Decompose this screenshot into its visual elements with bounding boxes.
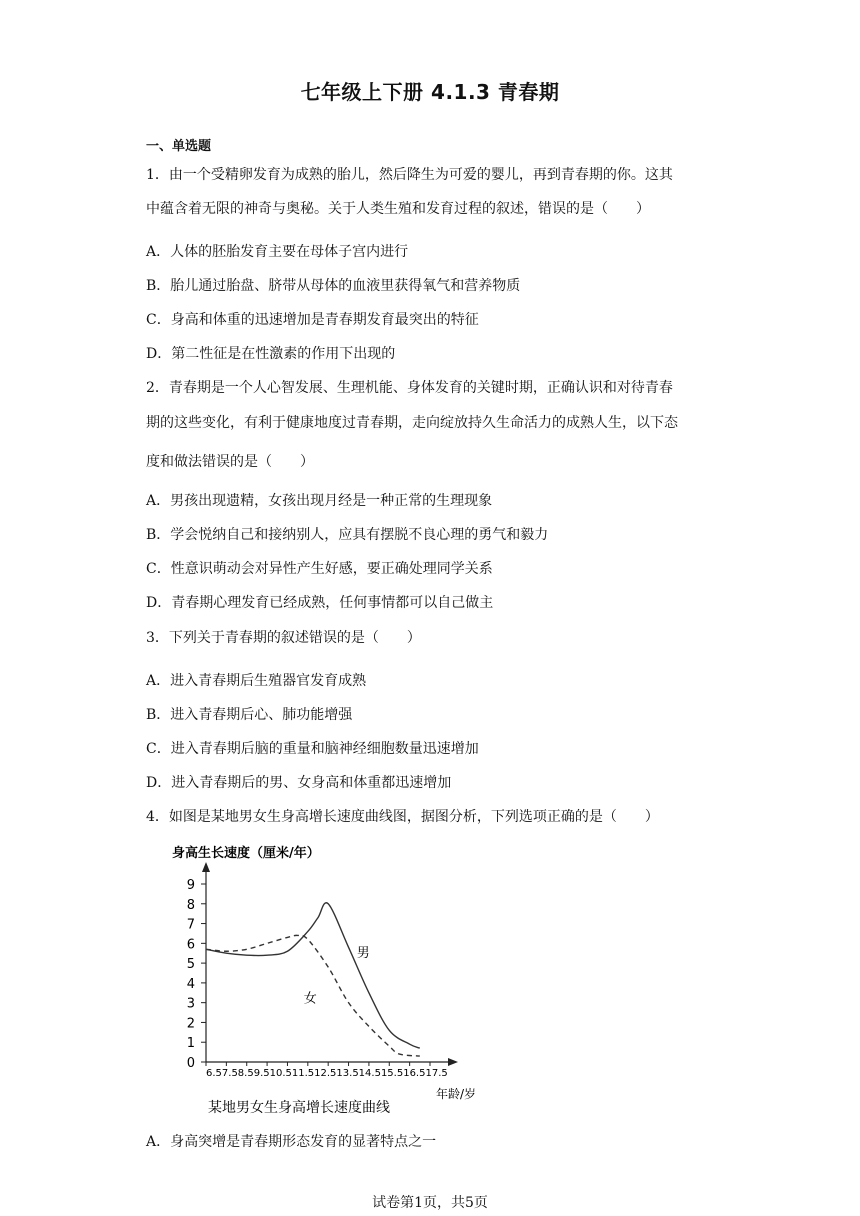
q3-option-c: C．进入青春期后脑的重量和脑神经细胞数量迅速增加 [146, 741, 479, 757]
q2-stem-line3: 度和做法错误的是（ ） [146, 454, 314, 470]
q2-option-d: D．青春期心理发育已经成熟，任何事情都可以自己做主 [146, 595, 494, 611]
chart-title: 某地男女生身高增长速度曲线 [208, 1100, 390, 1116]
height-growth-chart [160, 840, 490, 1125]
series-girls-label: 女 [303, 991, 317, 1007]
q2-option-b: B．学会悦纳自己和接纳别人，应具有摆脱不良心理的勇气和毅力 [146, 527, 549, 543]
q1-option-a: A．人体的胚胎发育主要在母体子宫内进行 [146, 244, 409, 260]
chart-ticks [187, 878, 430, 1071]
series-boys-label: 男 [356, 946, 370, 962]
y-tick-label: 5 [186, 957, 195, 973]
page-title: 七年级上下册 4.1.3 青春期 [300, 80, 560, 104]
page-footer: 试卷第1页，共5页 [372, 1195, 488, 1211]
y-tick-label: 6 [186, 937, 195, 953]
y-axis-arrow [202, 862, 210, 872]
q3-stem: 3．下列关于青春期的叙述错误的是（ ） [146, 630, 421, 646]
q2-option-a: A．男孩出现遗精，女孩出现月经是一种正常的生理现象 [146, 493, 493, 509]
chart-series [206, 903, 420, 1056]
q3-option-a: A．进入青春期后生殖器官发育成熟 [146, 673, 367, 689]
chart-ylabel: 身高生长速度（厘米/年） [172, 846, 320, 861]
q2-option-c: C．性意识萌动会对异性产生好感，要正确处理同学关系 [146, 561, 493, 577]
chart-xlabel: 年龄/岁 [436, 1087, 477, 1101]
y-tick-label: 7 [186, 917, 195, 933]
x-axis-arrow [448, 1058, 458, 1066]
q3-option-b: B．进入青春期后心、肺功能增强 [146, 707, 353, 723]
chart-axes [202, 862, 458, 1066]
q4-option-a: A．身高突增是青春期形态发育的显著特点之一 [146, 1134, 437, 1150]
y-tick-label: 3 [186, 996, 195, 1012]
y-tick-label: 4 [186, 976, 195, 992]
y-tick-label: 9 [186, 878, 195, 893]
y-tick-label: 2 [186, 1016, 195, 1032]
q1-option-b: B．胎儿通过胎盘、脐带从母体的血液里获得氧气和营养物质 [146, 278, 521, 294]
section-heading: 一、单选题 [146, 139, 212, 154]
q1-stem-line2: 中蕴含着无限的神奇与奥秘。关于人类生殖和发育过程的叙述，错误的是（ ） [146, 201, 650, 217]
q1-option-d: D．第二性征是在性激素的作用下出现的 [146, 346, 396, 362]
x-tick-labels: 6.57.58.59.510.511.512.513.514.515.516.517.5 [206, 1068, 448, 1079]
q2-stem-line2: 期的这些变化，有利于健康地度过青春期，走向绽放持久生命活力的成熟人生，以下态 [146, 415, 678, 431]
y-tick-label: 8 [186, 897, 195, 913]
q1-stem-line1: 1．由一个受精卵发育为成熟的胎儿，然后降生为可爱的婴儿，再到青春期的你。这其 [146, 167, 673, 183]
y-tick-label: 0 [186, 1056, 195, 1071]
y-tick-label: 1 [186, 1036, 195, 1052]
q1-option-c: C．身高和体重的迅速增加是青春期发育最突出的特征 [146, 312, 479, 328]
q2-stem-line1: 2．青春期是一个人心智发展、生理机能、身体发育的关键时期，正确认识和对待青春 [146, 380, 673, 396]
q4-stem: 4．如图是某地男女生身高增长速度曲线图，据图分析，下列选项正确的是（ ） [146, 809, 659, 825]
series-boys-line [206, 903, 420, 1048]
q3-option-d: D．进入青春期后的男、女身高和体重都迅速增加 [146, 775, 452, 791]
